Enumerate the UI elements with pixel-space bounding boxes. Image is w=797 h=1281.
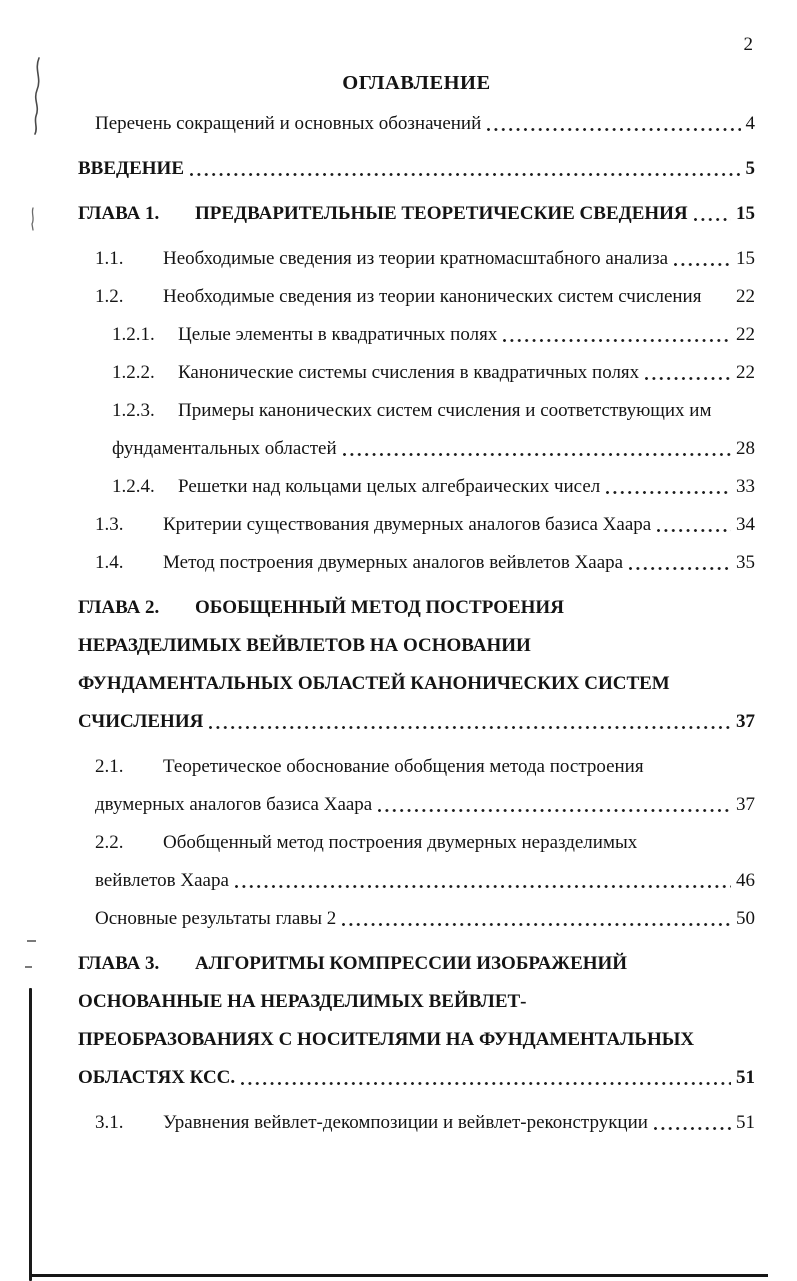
toc-entry-line [78, 589, 755, 627]
toc-entry-text: Целые элементы в квадратичных полях [178, 324, 498, 345]
toc-entry [95, 506, 755, 544]
toc-entry [78, 589, 755, 741]
toc-entry-line [78, 703, 755, 741]
toc-entry-text: СЧИСЛЕНИЯ [78, 711, 204, 732]
dot-leader [209, 703, 731, 741]
toc-entry-text: АЛГОРИТМЫ КОМПРЕССИИ ИЗОБРАЖЕНИЙ [195, 953, 628, 974]
toc-entry-page: 22 [736, 362, 755, 383]
toc-entry-text: фундаментальных областей [112, 438, 337, 459]
toc-entry-page: 46 [736, 870, 755, 891]
toc-entry-number: ГЛАВА 1. [78, 203, 160, 224]
toc-entry-line [95, 240, 755, 278]
toc-entry [95, 278, 755, 316]
toc-entry-text: Перечень сокращений и основных обозначений [95, 113, 482, 134]
toc-entry-line [112, 354, 755, 392]
toc-entry-line [95, 824, 755, 862]
page-number: 2 [743, 34, 753, 55]
toc-entry-text: вейвлетов Хаара [95, 870, 229, 891]
toc-entry [95, 240, 755, 278]
toc-entry-number: 1.3. [95, 514, 124, 535]
scan-edge-left [29, 988, 32, 1281]
toc-entry [95, 900, 755, 938]
toc-entry-number: 1.2.4. [112, 476, 155, 497]
toc-entry-line [78, 1059, 755, 1097]
toc-entry-text: Критерии существования двумерных аналогов базиса Хаара [163, 514, 652, 535]
toc-entry-number: 1.1. [95, 248, 124, 269]
dot-leader [487, 105, 740, 143]
toc-entry [95, 1104, 755, 1142]
toc-entry-text: Необходимые сведения из теории канонических систем счисления [163, 286, 702, 307]
scan-tick-1 [27, 940, 36, 942]
dot-leader [342, 900, 731, 938]
scan-mark-icon [28, 206, 38, 232]
dot-leader [674, 240, 731, 278]
toc-entry-number: 1.2.2. [112, 362, 155, 383]
toc-entry [112, 354, 755, 392]
toc-entry-line [95, 544, 755, 582]
toc-entry-page: 33 [736, 476, 755, 497]
toc-entry-page: 37 [736, 794, 755, 815]
toc-entry-text: Примеры канонических систем счисления и соответствующих им [178, 400, 712, 421]
toc-entry-text: ПРЕДВАРИТЕЛЬНЫЕ ТЕОРЕТИЧЕСКИЕ СВЕДЕНИЯ [195, 203, 688, 224]
toc-entry-line [95, 1104, 755, 1142]
toc-entry-number: ГЛАВА 2. [78, 597, 160, 618]
toc-entry-line [78, 665, 755, 703]
toc-entry-line [78, 627, 755, 665]
dot-leader [657, 506, 731, 544]
dot-leader [629, 544, 731, 582]
toc-entry-text: Обобщенный метод построения двумерных неразделимых [163, 832, 638, 853]
toc-entry-page: 34 [736, 514, 755, 535]
scan-edge-bottom [31, 1274, 768, 1277]
toc-entry-text: Теоретическое обоснование обобщения метода построения [163, 756, 644, 777]
toc-entry-number: 1.4. [95, 552, 124, 573]
dot-leader [343, 430, 731, 468]
toc-entry-line [78, 150, 755, 188]
toc-entry [95, 105, 755, 143]
toc-entry-line [78, 195, 755, 233]
toc-entry-line [95, 862, 755, 900]
toc-entry-text: ОСНОВАННЫЕ НА НЕРАЗДЕЛИМЫХ ВЕЙВЛЕТ- [78, 991, 527, 1012]
dot-leader [378, 786, 731, 824]
toc-entry-page: 15 [736, 248, 755, 269]
dot-leader [503, 316, 731, 354]
toc-entry-number: 1.2. [95, 286, 124, 307]
dot-leader [645, 354, 731, 392]
toc-entry-text: ВВЕДЕНИЕ [78, 158, 184, 179]
toc-entry-line [95, 506, 755, 544]
toc-entry-page: 22 [736, 324, 755, 345]
toc-entry [78, 150, 755, 188]
toc-entry-text: Метод построения двумерных аналогов вейвлетов Хаара [163, 552, 624, 573]
toc-entry [78, 195, 755, 233]
toc-entry-page: 51 [736, 1112, 755, 1133]
toc-entry-text: ФУНДАМЕНТАЛЬНЫХ ОБЛАСТЕЙ КАНОНИЧЕСКИХ СИСТЕМ [78, 673, 670, 694]
toc-entry-line [112, 430, 755, 468]
toc-entry-number: 2.2. [95, 832, 124, 853]
toc-entry-text: Необходимые сведения из теории кратномасштабного анализа [163, 248, 669, 269]
toc-entry-page: 28 [736, 438, 755, 459]
toc-entry-text: ПРЕОБРАЗОВАНИЯХ С НОСИТЕЛЯМИ НА ФУНДАМЕНТАЛЬНЫХ [78, 1029, 695, 1050]
toc-entry-line [112, 392, 755, 430]
toc-entry-number: 2.1. [95, 756, 124, 777]
toc-entry-line [78, 945, 755, 983]
toc-entries [78, 105, 755, 1142]
page-title: ОГЛАВЛЕНИЕ [342, 72, 491, 94]
toc-entry-line [78, 1021, 755, 1059]
toc-entry [78, 945, 755, 1097]
toc-entry-number: 3.1. [95, 1112, 124, 1133]
toc-entry [112, 316, 755, 354]
toc-entry-line [78, 983, 755, 1021]
toc-entry-page: 5 [745, 158, 755, 179]
toc-entry [112, 468, 755, 506]
dot-leader [654, 1104, 731, 1142]
toc-entry-number: ГЛАВА 3. [78, 953, 160, 974]
toc-entry-line [95, 748, 755, 786]
toc-entry-text: Решетки над кольцами целых алгебраических чисел [178, 476, 601, 497]
toc-entry-text: Канонические системы счисления в квадратичных полях [178, 362, 640, 383]
toc-entry-page: 35 [736, 552, 755, 573]
scan-squiggle-icon [30, 56, 48, 136]
toc-entry-line [95, 278, 755, 316]
toc-entry [112, 392, 755, 468]
toc-entry-line [112, 468, 755, 506]
toc-entry-number: 1.2.3. [112, 400, 155, 421]
toc-entry-page: 4 [745, 113, 755, 134]
toc-entry-line [112, 316, 755, 354]
dot-leader [694, 195, 731, 233]
toc-entry-page: 37 [736, 711, 755, 732]
toc-entry-line [95, 786, 755, 824]
toc-entry-page: 51 [736, 1067, 755, 1088]
toc-entry-page: 15 [736, 203, 755, 224]
dot-leader [241, 1059, 731, 1097]
toc-entry-page: 22 [736, 286, 755, 307]
toc-entry-text: ОБОБЩЕННЫЙ МЕТОД ПОСТРОЕНИЯ [195, 597, 564, 618]
toc-entry [95, 544, 755, 582]
toc-entry-line [95, 105, 755, 143]
toc-entry [95, 748, 755, 824]
toc-entry-page: 50 [736, 908, 755, 929]
dot-leader [707, 278, 731, 316]
scan-tick-2 [25, 966, 32, 968]
dot-leader [190, 150, 741, 188]
toc-entry-line [95, 900, 755, 938]
toc-entry-text: НЕРАЗДЕЛИМЫХ ВЕЙВЛЕТОВ НА ОСНОВАНИИ [78, 635, 531, 656]
dot-leader [606, 468, 731, 506]
toc-entry-text: Уравнения вейвлет-декомпозиции и вейвлет-реконструкции [163, 1112, 648, 1133]
toc-entry [95, 824, 755, 900]
toc-entry-text: ОБЛАСТЯХ КСС. [78, 1067, 236, 1088]
toc-entry-number: 1.2.1. [112, 324, 155, 345]
toc-entry-text: Основные результаты главы 2 [95, 908, 337, 929]
toc-entry-text: двумерных аналогов базиса Хаара [95, 794, 373, 815]
dot-leader [235, 862, 731, 900]
